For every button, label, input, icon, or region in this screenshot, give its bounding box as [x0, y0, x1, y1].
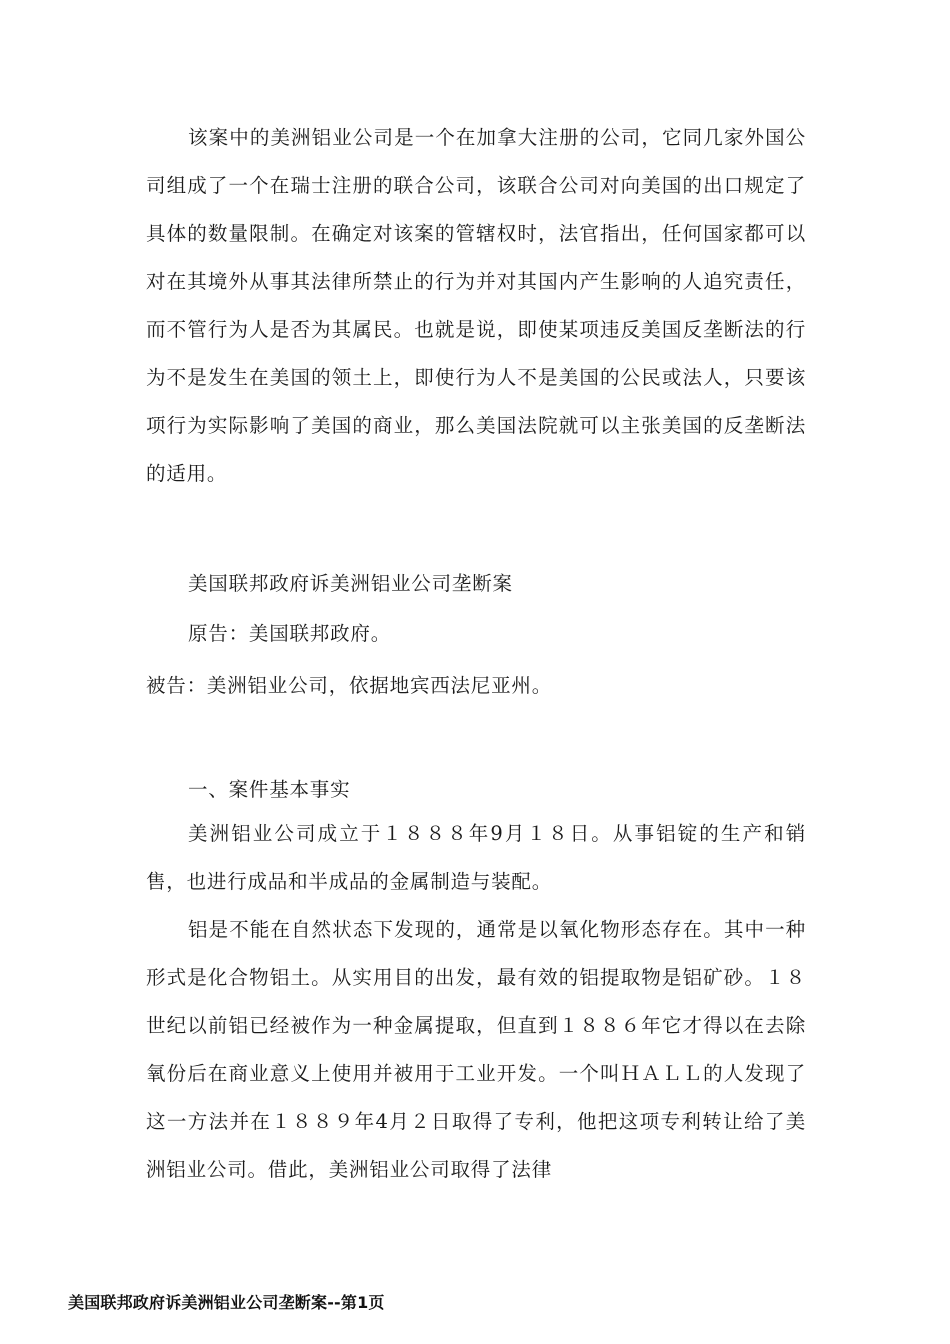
facts-paragraph-2: 铝是不能在自然状态下发现的，通常是以氧化物形态存在。其中一种形式是化合物铝土。从实用目的出发，最有效的铝提取物是铝矿砂。１８世纪以前铝已经被作为一种金属提取，但直到１８８６年它才得以在去除氧份后在商业意义上使用并被用于工业开发。一个叫ＨＡＬＬ的人发现了这一方法并在１８８９年4月２日取得了专利，他把这项专利转让给了美洲铝业公司。借此，美洲铝业公司取得了法律 [146, 918, 806, 1181]
intro-paragraph: 该案中的美洲铝业公司是一个在加拿大注册的公司，它同几家外国公司组成了一个在瑞士注册的联合公司，该联合公司对向美国的出口规定了具体的数量限制。在确定对该案的管辖权时，法官指出，任何国家都可以对在其境外从事其法律所禁止的行为并对其国内产生影响的人追究责任，而不管行为人是否为其属民。也就是说，即使某项违反美国反垄断法的行为不是发生在美国的领土上，即使行为人不是美国的公民或法人，只要该项行为实际影响了美国的商业，那么美国法院就可以主张美国的反垄断法的适用。 [146, 126, 806, 485]
case-title: 美国联邦政府诉美洲铝业公司垄断案 [188, 572, 513, 595]
defendant-line: 被告：美洲铝业公司，依据地宾西法尼亚州。 [146, 674, 553, 697]
section-heading: 一、案件基本事实 [188, 778, 351, 801]
facts-paragraph-1: 美洲铝业公司成立于１８８８年9月１８日。从事铝锭的生产和销售，也进行成品和半成品的金属制造与装配。 [146, 822, 806, 893]
page-footer: 美国联邦政府诉美洲铝业公司垄断案--第1页 [68, 1293, 385, 1312]
plaintiff-line: 原告：美国联邦政府。 [188, 622, 392, 645]
